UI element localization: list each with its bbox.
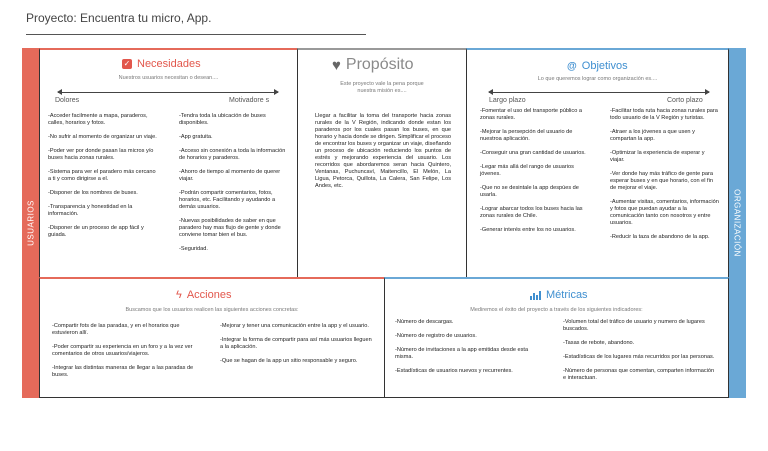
list-item: -Compartir fots de las paradas, y en el horarios que estuvieron allí. xyxy=(52,323,180,336)
list-item: -Atraer a los jóvenes a que usen y compartan la app. xyxy=(610,129,695,142)
usuarios-side-band xyxy=(22,48,39,398)
largo-plazo-list xyxy=(480,108,590,241)
list-item: -Estadísticas de los lugares más recurridos por las personas. xyxy=(563,354,715,360)
list-item: -Número de registro de usuarios. xyxy=(395,333,477,339)
necesidades-title: Necesidades xyxy=(137,58,201,70)
bar-chart-icon xyxy=(530,291,541,300)
metricas-subtitle: Mediremos el éxito del proyecto a través de los siguientes indicadores: xyxy=(470,307,643,313)
acciones-subtitle: Buscamos que los usuarios realicen las siguientes acciones concretas: xyxy=(125,307,299,313)
list-item: -Seguridad. xyxy=(179,246,208,252)
acciones-list-1 xyxy=(52,323,204,386)
objetivos-axis xyxy=(489,92,709,93)
at-sign-icon: @ xyxy=(567,60,577,72)
list-item: -Lograr abarcar todos los buses hacia las zonas rurales de Chile. xyxy=(480,206,583,219)
list-item: -Acceso sin conexión a toda la información de horarios y paraderos. xyxy=(179,148,286,161)
motivadores-list xyxy=(179,113,291,260)
list-item: -Generar interés entre los no usuarios. xyxy=(480,227,576,233)
list-item: -Aumentar visitas, comentarios, información y fotos que puedan ayudar a la comunicación tanto con nosotros y entre usuarios. xyxy=(610,199,719,226)
list-item: -Acceder facilmente a mapa, paraderos, calles, horarios y fotos. xyxy=(48,113,148,126)
corto-plazo-list xyxy=(610,108,720,248)
list-item: -Transparencia y honestidad en la información. xyxy=(48,204,133,217)
page-title: Proyecto: Encuentra tu micro, App. xyxy=(26,11,212,25)
acciones-panel xyxy=(39,277,385,398)
proposito-subtitle-1: Este proyecto vale la pena porque xyxy=(340,81,424,87)
list-item: -Podrán compartir comentarios, fotos, horarios, etc. Facilitando y ayudando a demás usuarios. xyxy=(179,190,276,210)
metricas-header xyxy=(530,289,588,301)
necesidades-header xyxy=(122,58,201,70)
organizacion-label: ORGANIZACIÓN xyxy=(732,189,742,257)
metricas-panel xyxy=(384,277,729,398)
list-item: -Fomentar el uso del transporte público a zonas rurales. xyxy=(480,108,582,121)
metricas-list-1 xyxy=(395,319,545,382)
objetivos-subtitle: Lo que queremos lograr como organización es.... xyxy=(537,76,658,82)
acciones-header xyxy=(176,289,231,301)
list-item: -Poder compartir su experiencia en un foro y a la vez ver comentarios de otros usuarios/viajeros. xyxy=(52,344,193,357)
dolores-list xyxy=(48,113,160,246)
list-item: -App gratuita. xyxy=(179,134,213,140)
objetivos-axis-left: Largo plazo xyxy=(489,97,526,104)
list-item: -Disponer de un proceso de app fácil y guiada. xyxy=(48,225,144,238)
list-item: -Volumen total del tráfico de usuario y numero de lugares buscados. xyxy=(563,319,705,332)
proposito-panel xyxy=(297,48,467,278)
list-item: -Número de invitaciones a la app emitidas desde esta misma. xyxy=(395,347,529,360)
list-item: -No sufrir al momento de organizar un viaje. xyxy=(48,134,157,140)
list-item: -Legar más allá del rango de usuarios jóvenes. xyxy=(480,164,574,177)
list-item: -Mejorar y tener una comunicación entre la app y el usuario. xyxy=(220,323,369,329)
list-item: -Número de personas que comentan, comparten información e interactuan. xyxy=(563,368,715,381)
heart-icon: ♥ xyxy=(332,56,341,74)
proposito-subtitle-2: nuestra misión es.... xyxy=(357,88,407,94)
list-item: -Mejorar la persepción del usuario de nuestroa aplicación. xyxy=(480,129,573,142)
checkmark-badge-icon: ✓ xyxy=(123,59,131,68)
list-item: -Reducir la taza de abandono de la app. xyxy=(610,234,710,240)
list-item: -Facilitar toda ruta hacia zonas rurales para todo usuario de la V Región y turistas. xyxy=(610,108,718,121)
list-item: -Ahorro de tiempo al momento de querer viajar. xyxy=(179,169,281,182)
objetivos-panel xyxy=(466,48,729,278)
list-item: -Disponer de los nombres de buses. xyxy=(48,190,138,196)
necesidades-panel xyxy=(39,48,298,278)
metricas-list-2 xyxy=(563,319,718,389)
list-item: -Nuevas posibilidades de saber en que paradero hay mas flujo de gente y donde conviene tomar bien el bus. xyxy=(179,218,281,238)
acciones-list-2 xyxy=(220,323,372,372)
list-item: -Número de descargas. xyxy=(395,319,454,325)
list-item: -Tasas de rebote, abandono. xyxy=(563,340,635,346)
objetivos-axis-right: Corto plazo xyxy=(667,97,703,104)
proposito-body: Llegar a facilitar la toma del transporte hacia zonas rurales de la V Región, indicando donde estan los paraderos por los cuales pasan los buses, en que horario y hacia donde se dirigen. Simplificar el proceso de encontrar los buses y organizar un viaje, diseñando un proceso de ubicación reduciendo los puntos de estrés y mejorando experiencia del usuario. Los recorridos que abordaremos seran hacia Quintero, Ventanas, Puchuncaví, Maitencillo, El Melón, La Ligua, Petorca, Quillota, La Calera, San Felipe, Los Andes, etc. xyxy=(315,113,451,189)
list-item: -Optimizar la experiencia de esperar y viajar. xyxy=(610,150,705,163)
list-item: -Estadísticas de usuarios nuevos y recurrentes. xyxy=(395,368,513,374)
list-item: -Conseguir una gran cantidad de usuarios. xyxy=(480,150,586,156)
list-item: -Integrar las distintas maneras de llegar a las paradas de buses. xyxy=(52,365,194,378)
objetivos-title: Objetivos xyxy=(581,60,628,72)
list-item: -Ver donde hay más tráfico de gente para esperar buses y en que horario, con el fin de mejorar el viaje. xyxy=(610,171,713,191)
objetivos-header xyxy=(567,60,628,72)
proposito-title: Propósito xyxy=(345,56,414,73)
list-item: -Que no se desintale la app despúes de usarla. xyxy=(480,185,579,198)
list-item: -Poder ver por donde pasan las micros y/o buses hacia zonas rurales. xyxy=(48,148,154,161)
list-item: -Tendra toda la ubicación de buses disponibles. xyxy=(179,113,266,126)
necesidades-axis xyxy=(58,92,278,93)
list-item: -Integrar la forma de compartir para así más usuarios lleguen a la aplicación. xyxy=(220,337,372,350)
list-item: -Que se hagan de la app un sitio responsable y seguro. xyxy=(220,358,358,364)
header-divider xyxy=(26,34,366,35)
necesidades-axis-left: Dolores xyxy=(55,97,80,104)
usuarios-label: USUARIOS xyxy=(26,200,35,246)
necesidades-axis-right: Motivadore s xyxy=(229,97,270,104)
acciones-title: Acciones xyxy=(186,289,232,301)
necesidades-subtitle: Nuestros usuarios necesitan o desean.... xyxy=(118,75,219,81)
lightning-icon: ϟ xyxy=(176,289,182,301)
list-item: -Sistema para ver el paradero más cercano a ti y como dirigirse a el. xyxy=(48,169,156,182)
metricas-title: Métricas xyxy=(546,289,588,301)
organizacion-side-band xyxy=(728,48,746,398)
proposito-header xyxy=(332,56,414,74)
